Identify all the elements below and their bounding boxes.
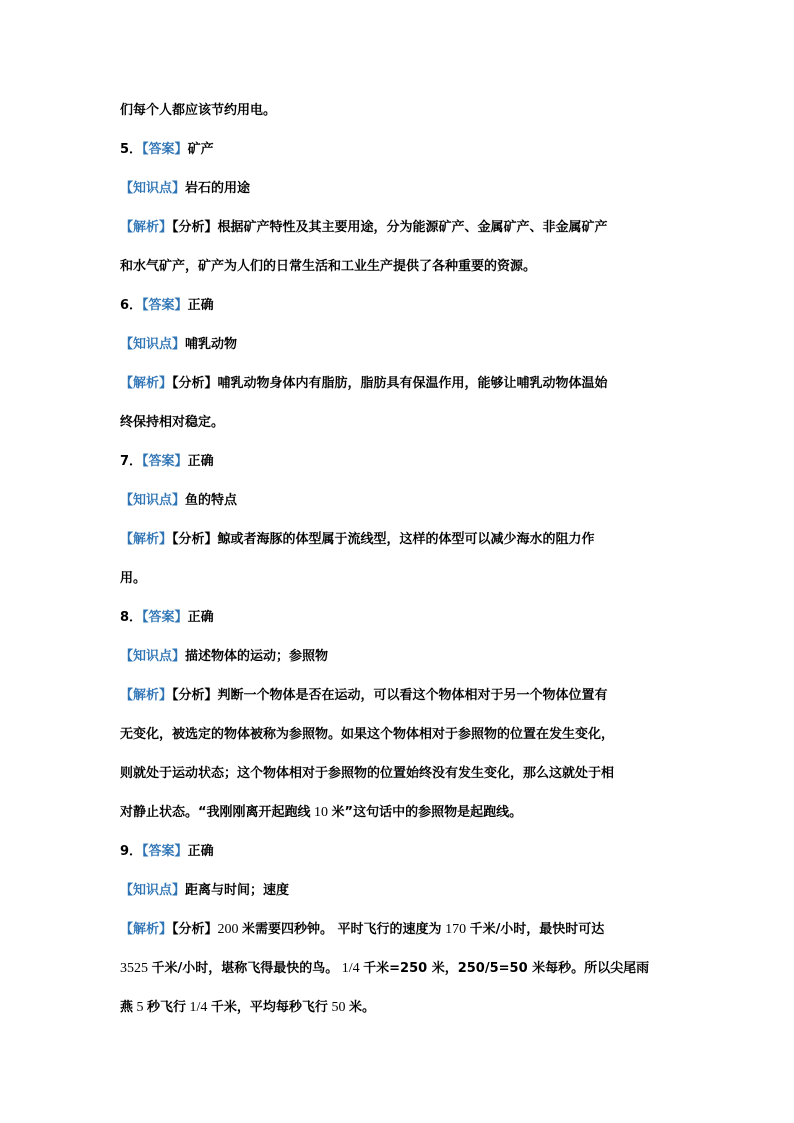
q9-analysis-text-2a: 千米/小时，堪称飞得最快的鸟。 (151, 961, 339, 976)
q7-knowledge-line (120, 486, 680, 525)
q8-analysis-text-4a: 对静止状态。“我刚刚离开起跑线 (120, 805, 311, 820)
q5-analysis-text-1: 【分析】根据矿产特性及其主要用途，分为能源矿产、金属矿产、非金属矿产 (172, 220, 608, 235)
q6-knowledge: 哺乳动物 (185, 337, 238, 352)
q5-analysis-text-2: 和水气矿产，矿产为人们的日常生活和工业生产提供了各种重要的资源。 (120, 259, 537, 274)
q9-number-quarter: 1/4 (338, 961, 364, 976)
q8-analysis-text-1: 【分析】判断一个物体是否在运动，可以看这个物体相对于另一个物体位置有 (172, 688, 608, 703)
q9-number-200: 200 (217, 922, 243, 937)
q5-analysis-line-1 (120, 213, 680, 252)
q8-analysis-text-2: 无变化，被选定的物体被称为参照物。如果这个物体相对于参照物的位置在发生变化， (120, 727, 615, 742)
q5-number: 5． (120, 142, 143, 157)
q9-analysis-text-1c: 千米/小时，最快时可达 (469, 922, 605, 937)
q7-analysis-line-2 (120, 564, 680, 603)
q8-knowledge-tag: 【知识点】 (120, 649, 186, 664)
q9-analysis-line-1 (120, 915, 680, 954)
q9-analysis-text-1a: 【分析】 (172, 922, 218, 937)
q9-answer-line (120, 837, 680, 876)
q7-analysis-tag: 【解析】 (120, 532, 173, 547)
q5-knowledge: 岩石的用途 (185, 181, 251, 196)
q6-knowledge-tag: 【知识点】 (120, 337, 186, 352)
q8-analysis-line-2 (120, 720, 680, 759)
q6-knowledge-line (120, 330, 680, 369)
q9-analysis-line-3 (120, 993, 680, 1032)
q9-analysis-text-2b: 千米=250 米，250/5=50 米每秒。所以尖尾雨 (363, 961, 650, 976)
q5-analysis-tag: 【解析】 (120, 220, 173, 235)
q6-number: 6． (120, 298, 143, 313)
q9-knowledge: 距离与时间；速度 (185, 883, 290, 898)
q5-analysis-line-2 (120, 252, 680, 291)
q9-number-50: 50 (327, 1000, 349, 1015)
q5-knowledge-tag: 【知识点】 (120, 181, 186, 196)
q6-analysis-text-2: 终保持相对稳定。 (120, 415, 225, 430)
q5-knowledge-line (120, 174, 680, 213)
q6-analysis-text-1: 【分析】哺乳动物身体内有脂肪，脂肪具有保温作用，能够让哺乳动物体温始 (172, 376, 608, 391)
q8-answer-line (120, 603, 680, 642)
q9-answer-tag: 【答案】 (142, 844, 188, 859)
intro-line (120, 96, 680, 135)
document-page (120, 96, 680, 1032)
q6-answer-line (120, 291, 680, 330)
q9-knowledge-line (120, 876, 680, 915)
q9-number: 9． (120, 844, 143, 859)
q8-analysis-line-3 (120, 759, 680, 798)
q7-answer-line (120, 447, 680, 486)
q7-answer: 正确 (187, 454, 214, 469)
q9-number-quarter-2: 1/4 (186, 1000, 211, 1015)
q7-analysis-text-1: 【分析】鲸或者海豚的体型属于流线型，这样的体型可以减少海水的阻力作 (172, 532, 595, 547)
q9-number-5: 5 (133, 1000, 148, 1015)
q6-analysis-line-2 (120, 408, 680, 447)
q8-analysis-line-1 (120, 681, 680, 720)
q8-knowledge-line (120, 642, 680, 681)
q8-number-10: 10 (310, 805, 332, 820)
q7-knowledge: 鱼的特点 (185, 493, 238, 508)
q5-answer-line (120, 135, 680, 174)
q9-analysis-text-3b: 秒飞行 (147, 1000, 187, 1015)
q8-number: 8． (120, 610, 143, 625)
q9-answer: 正确 (187, 844, 214, 859)
q9-analysis-tag: 【解析】 (120, 922, 173, 937)
q9-analysis-line-2 (120, 954, 680, 993)
q7-number: 7． (120, 454, 143, 469)
q8-analysis-tag: 【解析】 (120, 688, 173, 703)
intro-text: 们每个人都应该节约用电。 (120, 103, 277, 118)
q5-answer-tag: 【答案】 (142, 142, 188, 157)
q6-answer: 正确 (187, 298, 214, 313)
q8-analysis-text-3: 则就处于运动状态；这个物体相对于参照物的位置始终没有发生变化，那么这就处于相 (120, 766, 615, 781)
q6-analysis-line-1 (120, 369, 680, 408)
q8-analysis-line-4 (120, 798, 680, 837)
q9-analysis-text-3d: 米。 (348, 1000, 375, 1015)
q7-analysis-text-2: 用。 (120, 571, 147, 586)
q7-answer-tag: 【答案】 (142, 454, 188, 469)
q8-knowledge: 描述物体的运动；参照物 (185, 649, 329, 664)
q9-analysis-text-3a: 燕 (120, 1000, 134, 1015)
q8-answer: 正确 (187, 610, 214, 625)
q8-analysis-text-4b: 米”这句话中的参照物是起跑线。 (331, 805, 523, 820)
q9-knowledge-tag: 【知识点】 (120, 883, 186, 898)
q9-analysis-text-3c: 千米，平均每秒飞行 (210, 1000, 328, 1015)
q7-analysis-line-1 (120, 525, 680, 564)
q8-answer-tag: 【答案】 (142, 610, 188, 625)
q7-knowledge-tag: 【知识点】 (120, 493, 186, 508)
q5-answer: 矿产 (187, 142, 214, 157)
q6-answer-tag: 【答案】 (142, 298, 188, 313)
q6-analysis-tag: 【解析】 (120, 376, 173, 391)
q9-analysis-text-1b: 米需要四秒钟。 平时飞行的速度为 (242, 922, 442, 937)
q9-number-170: 170 (441, 922, 470, 937)
q9-number-3525: 3525 (120, 961, 152, 976)
